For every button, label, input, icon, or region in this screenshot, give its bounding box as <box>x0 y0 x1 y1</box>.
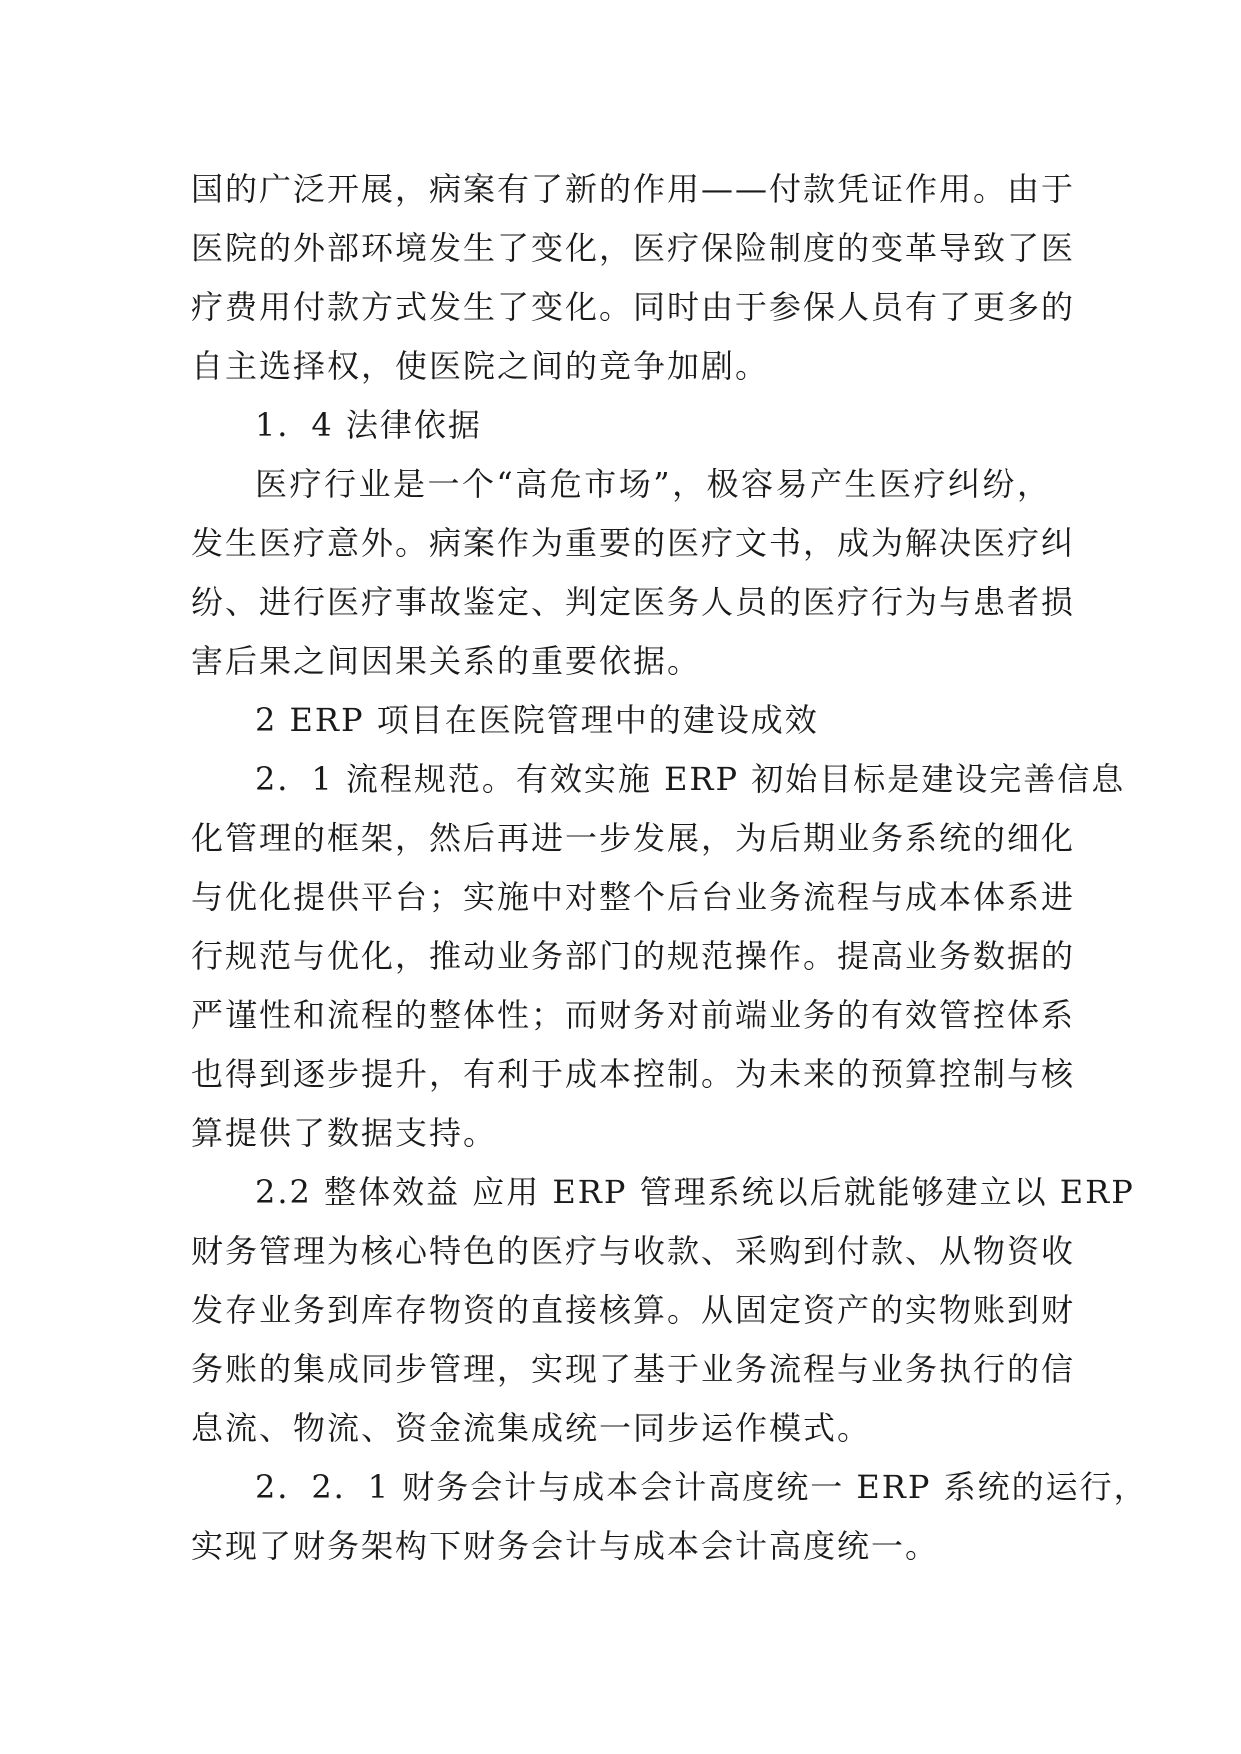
text-line: 纷、进行医疗事故鉴定、判定医务人员的医疗行为与患者损 <box>191 583 1076 621</box>
text-line: 行规范与优化，推动业务部门的规范操作。提高业务数据的 <box>191 937 1076 975</box>
text-line: 与优化提供平台；实施中对整个后台业务流程与成本体系进 <box>191 878 1076 916</box>
text-line: 严谨性和流程的整体性；而财务对前端业务的有效管控体系 <box>191 996 1076 1034</box>
text-line: 发存业务到库存物资的直接核算。从固定资产的实物账到财 <box>191 1291 1076 1329</box>
section-heading-2: 2 ERP 项目在医院管理中的建设成效 <box>255 701 819 739</box>
text-line: 医疗行业是一个“高危市场”，极容易产生医疗纠纷， <box>255 465 1051 503</box>
text-line: 疗费用付款方式发生了变化。同时由于参保人员有了更多的 <box>191 288 1076 326</box>
section-heading-2-2-1: 2．2．1 财务会计与成本会计高度统一 ERP 系统的运行， <box>255 1468 1148 1506</box>
text-line: 财务管理为核心特色的医疗与收款、采购到付款、从物资收 <box>191 1232 1076 1270</box>
text-line: 发生医疗意外。病案作为重要的医疗文书，成为解决医疗纠 <box>191 524 1076 562</box>
text-line: 化管理的框架，然后再进一步发展，为后期业务系统的细化 <box>191 819 1076 857</box>
text-line: 医院的外部环境发生了变化，医疗保险制度的变革导致了医 <box>191 229 1076 267</box>
text-line: 害后果之间因果关系的重要依据。 <box>191 642 702 680</box>
section-heading-2-1: 2．1 流程规范。有效实施 ERP 初始目标是建设完善信息 <box>255 760 1126 798</box>
text-line: 国的广泛开展，病案有了新的作用——付款凭证作用。由于 <box>191 170 1076 208</box>
text-line: 息流、物流、资金流集成统一同步运作模式。 <box>191 1409 872 1447</box>
section-heading-1-4: 1．4 法律依据 <box>255 406 482 444</box>
document-body <box>191 160 1148 1576</box>
text-line: 也得到逐步提升，有利于成本控制。为未来的预算控制与核 <box>191 1055 1076 1093</box>
section-heading-2-2: 2.2 整体效益 应用 ERP 管理系统以后就能够建立以 ERP <box>255 1173 1135 1211</box>
text-line: 算提供了数据支持。 <box>191 1114 498 1152</box>
text-line: 实现了财务架构下财务会计与成本会计高度统一。 <box>191 1527 940 1565</box>
text-line: 自主选择权，使医院之间的竞争加剧。 <box>191 347 770 385</box>
text-line: 务账的集成同步管理，实现了基于业务流程与业务执行的信 <box>191 1350 1076 1388</box>
